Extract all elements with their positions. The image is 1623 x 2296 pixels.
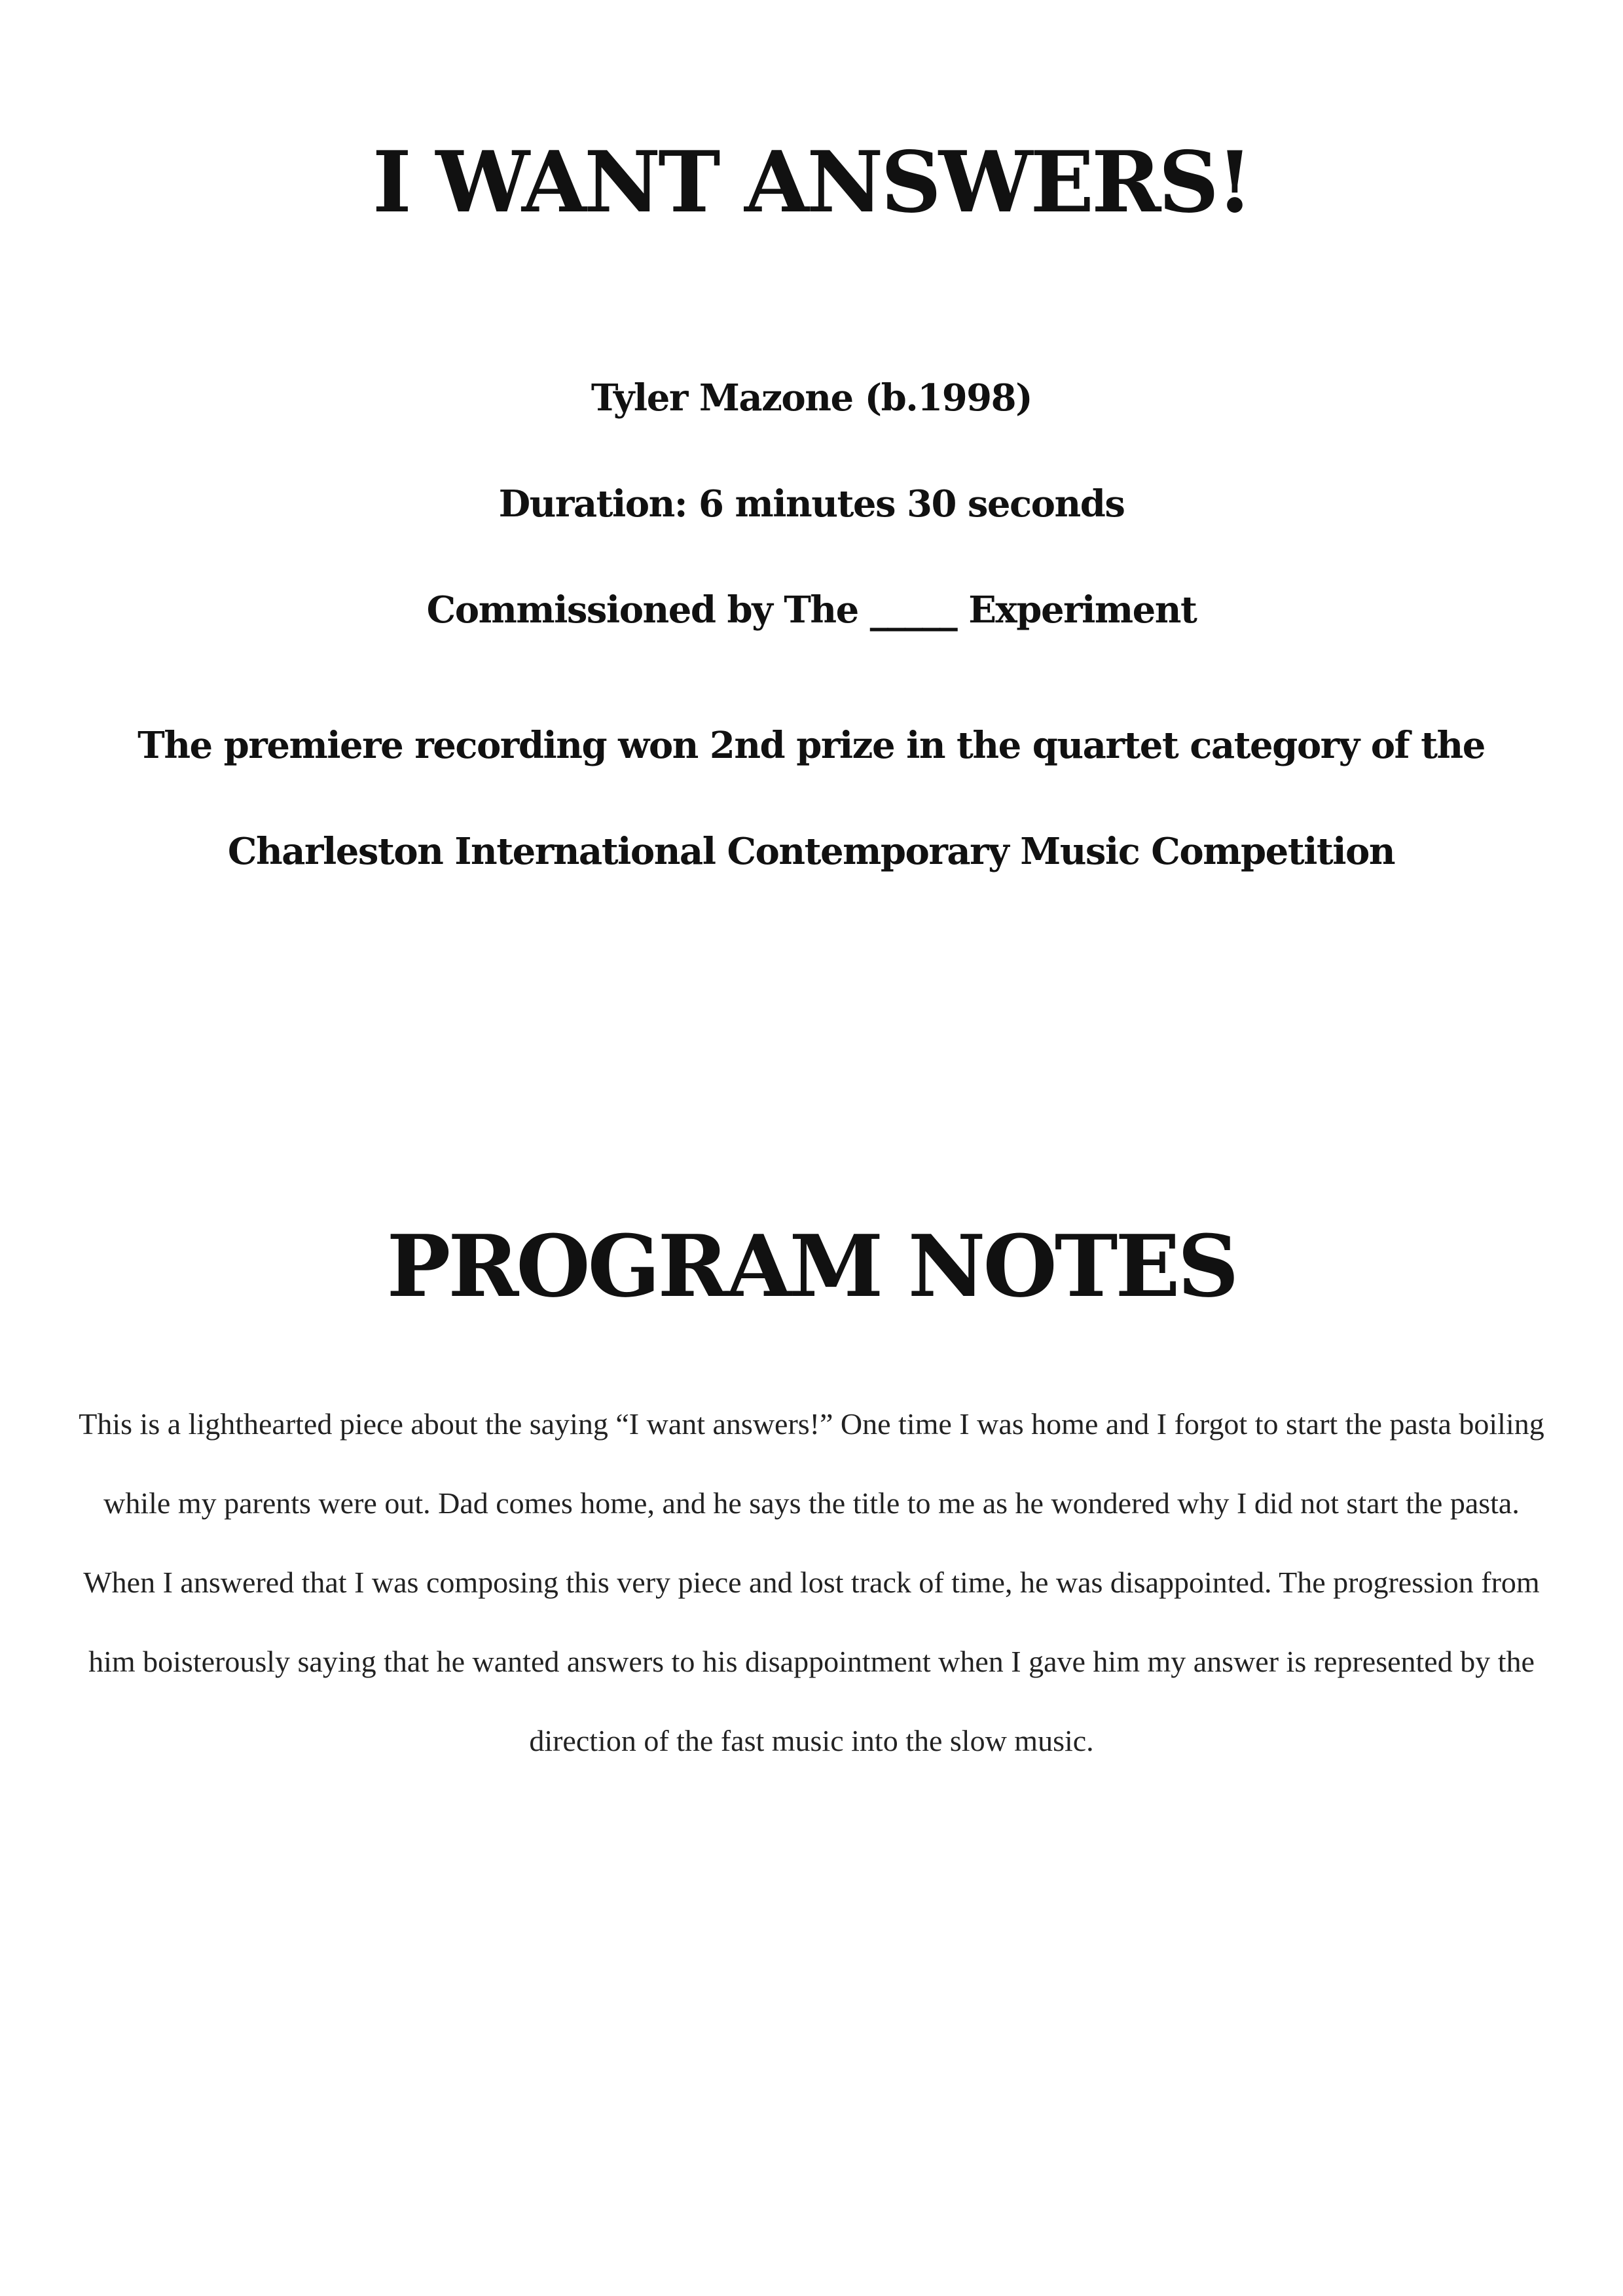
prize-line: The premiere recording won 2nd prize in the quartet category of the Charleston International Contemporary Music Competition xyxy=(137,724,1485,873)
piece-title: I WANT ANSWERS! xyxy=(372,134,1251,232)
program-notes-heading: PROGRAM NOTES xyxy=(386,1216,1237,1316)
commission-line: Commissioned by The _____ Experiment xyxy=(426,588,1197,632)
duration-line: Duration: 6 minutes 30 seconds xyxy=(498,482,1125,526)
program-notes-body: This is a lighthearted piece about the saying “I want answers!” One time I was home and I forgot to start the pasta boiling while my parents were out. Dad comes home, and he says the title to me as he wondered why I did not start the pasta. When I answered that I was composing this very piece and lost track of time, he was disappointed. The progression from him boisterously saying that he wanted answers to his disappointment when I gave him my answer is represented by the direction of the fast music into the slow music. xyxy=(79,1407,1544,1757)
composer-line: Tyler Mazone (b.1998) xyxy=(591,376,1032,420)
